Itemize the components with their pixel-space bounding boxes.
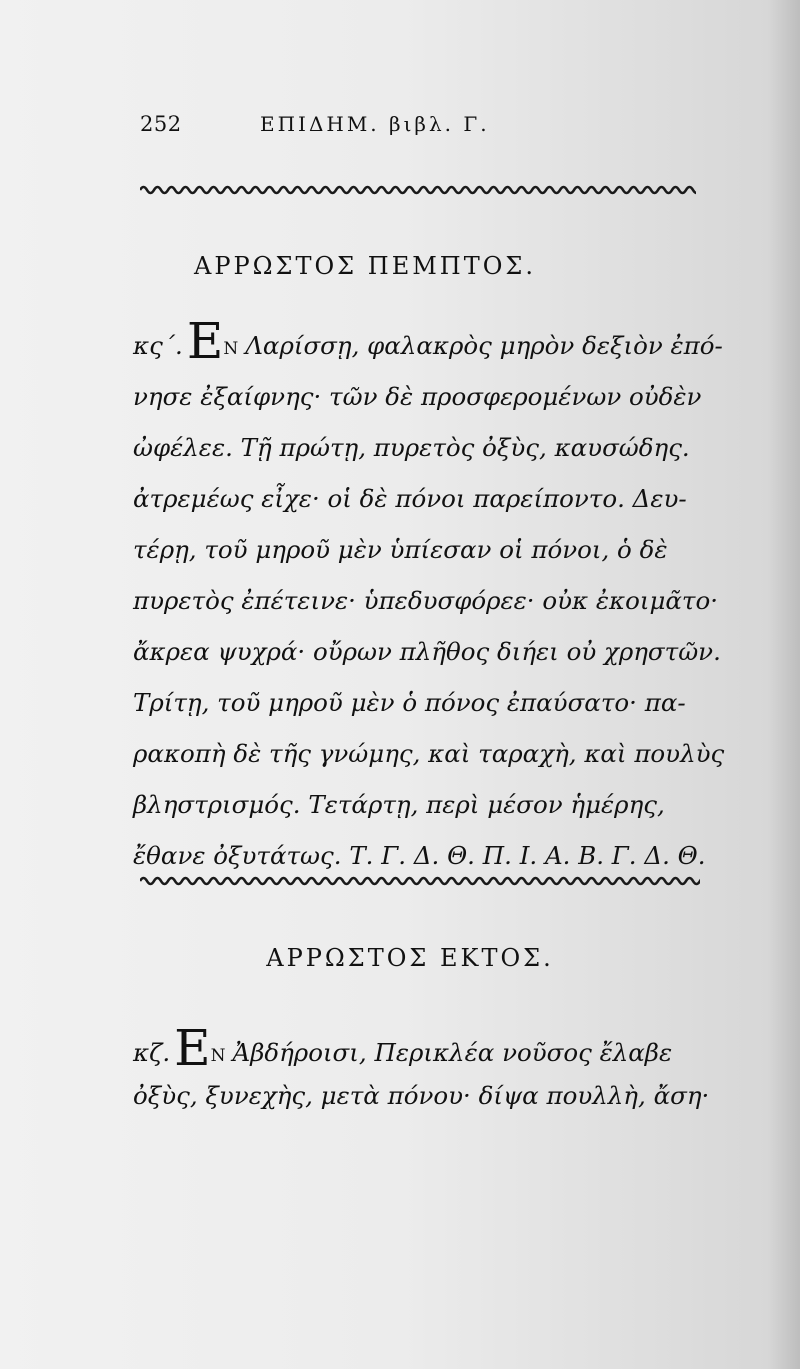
text-line: ὀξὺς, ξυνεχὴς, μετὰ πόνου· δίψα πουλλὴ, ἄση·	[133, 1081, 710, 1110]
ornamental-rule-top	[140, 183, 696, 197]
drop-cap: Ε	[174, 1019, 211, 1077]
text-line: πυρετὸς ἐπέτεινε· ὑπεδυσφόρεε· οὐκ ἐκοιμᾶτο·	[133, 586, 718, 615]
text-line: νησε ἐξαίφνης· τῶν δὲ προσφερομένων οὐδὲν	[133, 382, 702, 411]
section-title-patient-five: ΑΡΡΩΣΤΟΣ ΠΕΜΠΤΟΣ.	[193, 252, 536, 280]
drop-cap: Ε	[186, 312, 224, 370]
line-text: Λαρίσσῃ, φαλακρὸς μηρὸν δεξιὸν ἐπό-	[245, 331, 723, 360]
small-caps: Ν	[210, 1046, 227, 1066]
ornamental-rule-middle	[140, 874, 700, 888]
paragraph-patient-six	[133, 1019, 713, 1115]
text-line: ρακοπὴ δὲ τῆς γνώμης, καὶ ταραχὴ, καὶ πουλὺς	[133, 739, 725, 768]
text-line: ὠφέλεε. Τῇ πρώτῃ, πυρετὸς ὀξὺς, καυσώδης.	[133, 433, 690, 462]
small-caps: Ν	[223, 339, 240, 359]
text-line	[133, 1019, 713, 1077]
paragraph-patient-five	[133, 312, 725, 881]
text-line: ἀτρεμέως εἶχε· οἱ δὲ πόνοι παρείποντο. Δευ-	[133, 484, 687, 513]
page-header	[130, 112, 690, 142]
text-line: βληστρισμός. Τετάρτῃ, περὶ μέσον ἡμέρης,	[133, 790, 665, 819]
line-text: Ἀβδήροισι, Περικλέα νοῦσος ἔλαβε	[232, 1038, 673, 1067]
case-number: κζ.	[133, 1038, 171, 1067]
page-number: 252	[140, 112, 182, 136]
text-line: τέρῃ, τοῦ μηροῦ μὲν ὑπίεσαν οἱ πόνοι, ὁ δὲ	[133, 535, 668, 564]
text-line: Τρίτῃ, τοῦ μηροῦ μὲν ὁ πόνος ἐπαύσατο· πα-	[133, 688, 686, 717]
section-title-patient-six: ΑΡΡΩΣΤΟΣ ΕΚΤΟΣ.	[266, 944, 554, 972]
text-line: ἔθανε ὀξυτάτως. Τ. Γ. Δ. Θ. Π. Ι. Α. Β. Γ. Δ. Θ.	[133, 841, 706, 870]
running-head: ΕΠΙΔΗΜ. βιβλ. Γ.	[260, 112, 490, 136]
case-number: κς΄.	[133, 331, 183, 360]
text-line: ἄκρεα ψυχρά· οὔρων πλῆθος διήει οὐ χρηστῶν.	[133, 637, 721, 666]
text-line	[133, 312, 723, 371]
